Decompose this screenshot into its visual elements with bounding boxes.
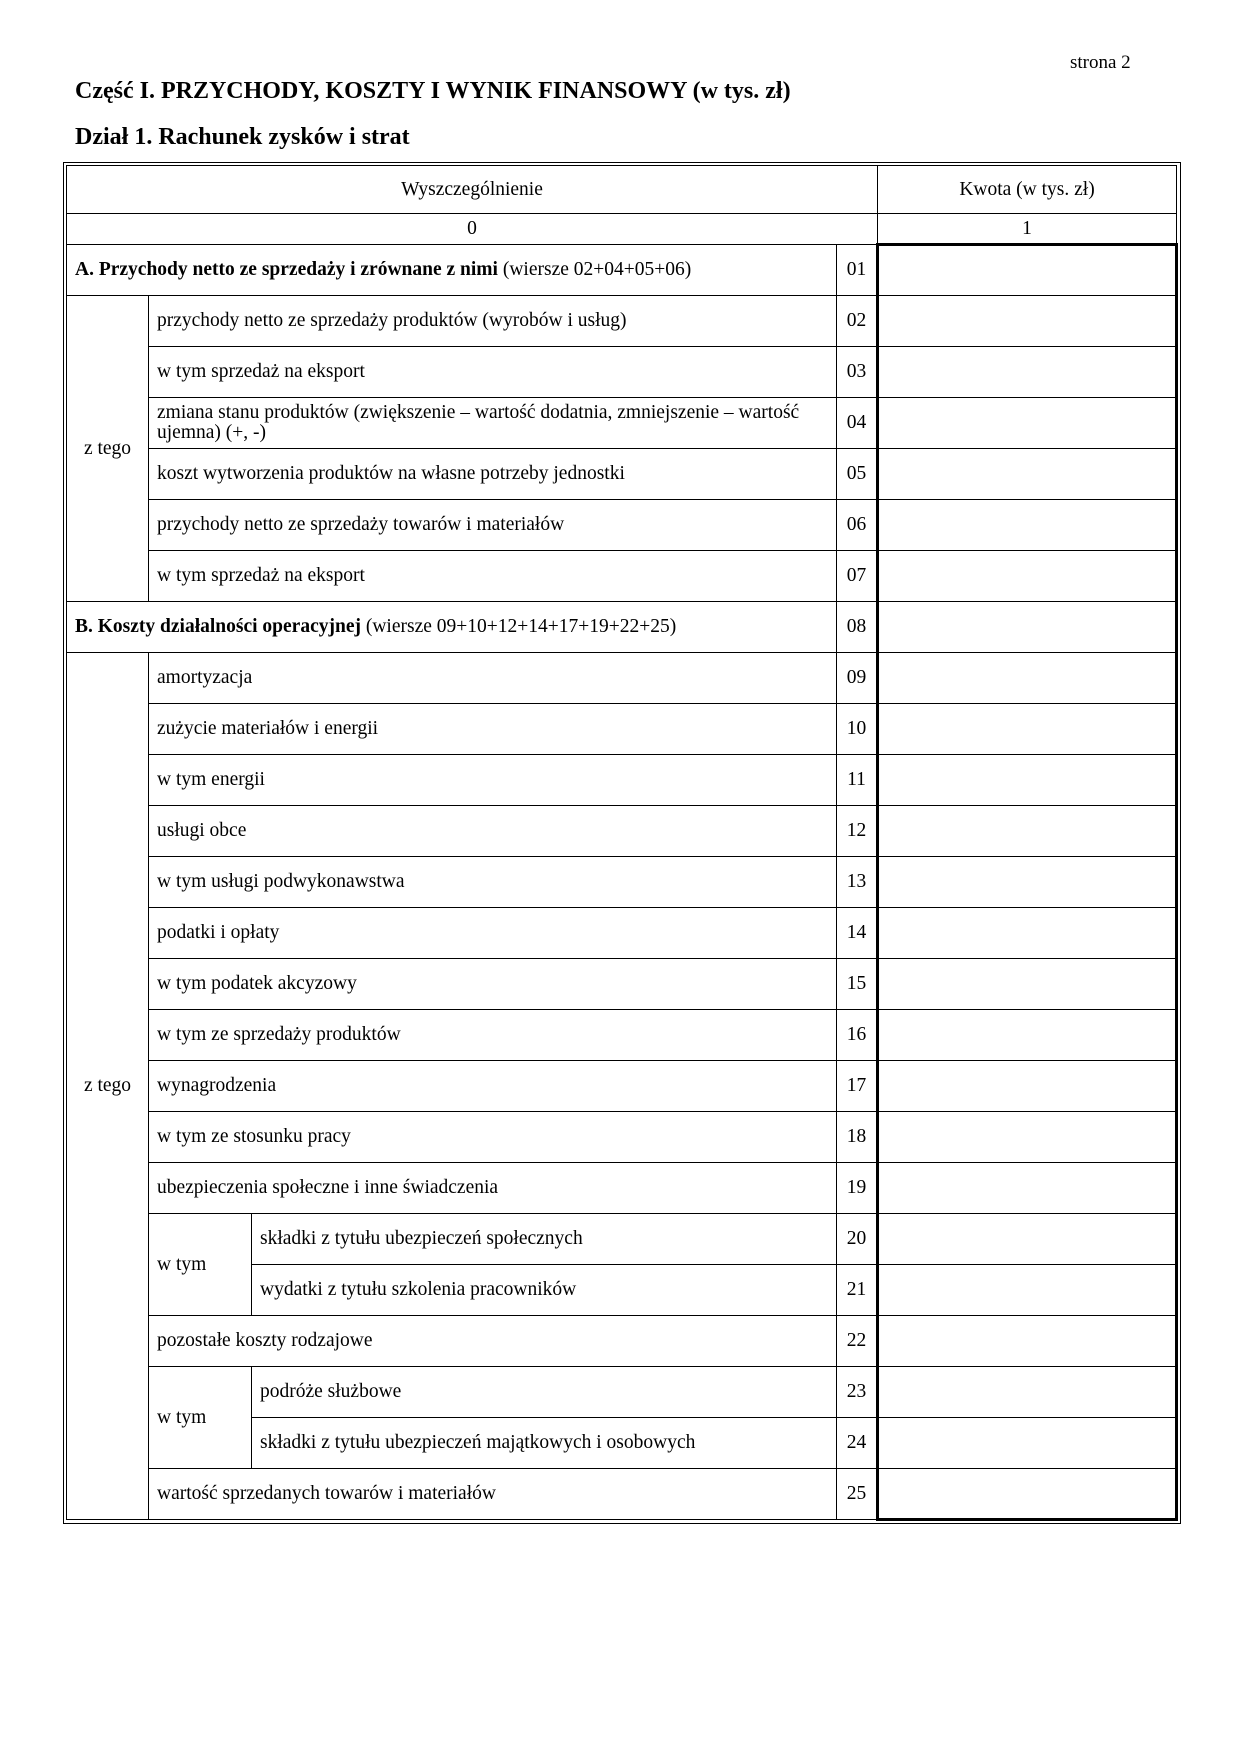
row-label: wartość sprzedanych towarów i materiałów: [149, 1469, 837, 1520]
row-label: przychody netto ze sprzedaży produktów (wyrobów i usług): [149, 296, 837, 347]
row-label: składki z tytułu ubezpieczeń społecznych: [252, 1214, 837, 1265]
row-label: w tym energii: [149, 755, 837, 806]
row-label: podróże służbowe: [252, 1367, 837, 1418]
header-description: Wyszczególnienie: [67, 166, 878, 214]
row-number: 25: [837, 1469, 878, 1520]
group-label-z-tego: z tego: [67, 296, 149, 602]
row-number: 21: [837, 1265, 878, 1316]
row-08-label: [67, 602, 837, 653]
row-label: pozostałe koszty rodzajowe: [149, 1316, 837, 1367]
table-row-18: [67, 1112, 1177, 1163]
row-number: 20: [837, 1214, 878, 1265]
amount-cell-08[interactable]: [878, 602, 1177, 653]
row-number: 24: [837, 1418, 878, 1469]
row-number: 14: [837, 908, 878, 959]
row-number: 19: [837, 1163, 878, 1214]
row-number: 22: [837, 1316, 878, 1367]
table-row-25: [67, 1469, 1177, 1520]
amount-cell-12[interactable]: [878, 806, 1177, 857]
income-statement-table: [66, 165, 1178, 1521]
header-amount: Kwota (w tys. zł): [878, 166, 1177, 214]
table-row-16: [67, 1010, 1177, 1061]
table-row-20: [67, 1214, 1177, 1265]
row-number: 12: [837, 806, 878, 857]
amount-cell-25[interactable]: [878, 1469, 1177, 1520]
row-label: podatki i opłaty: [149, 908, 837, 959]
row-label: koszt wytworzenia produktów na własne potrzeby jednostki: [149, 449, 837, 500]
table-row-07: [67, 551, 1177, 602]
row-label: składki z tytułu ubezpieczeń majątkowych i osobowych: [252, 1418, 837, 1469]
amount-cell-05[interactable]: [878, 449, 1177, 500]
amount-cell-09[interactable]: [878, 653, 1177, 704]
table-row-12: [67, 806, 1177, 857]
row-number: 15: [837, 959, 878, 1010]
amount-cell-17[interactable]: [878, 1061, 1177, 1112]
amount-cell-03[interactable]: [878, 347, 1177, 398]
amount-cell-14[interactable]: [878, 908, 1177, 959]
row-number: 11: [837, 755, 878, 806]
row-number: 05: [837, 449, 878, 500]
group-label-z-tego: z tego: [67, 653, 149, 1520]
amount-cell-10[interactable]: [878, 704, 1177, 755]
table-row-01: [67, 245, 1177, 296]
row-label: zmiana stanu produktów (zwiększenie – wartość dodatnia, zmniejszenie – wartość ujemna) (+, -): [149, 398, 837, 449]
table-row-03: [67, 347, 1177, 398]
amount-cell-24[interactable]: [878, 1418, 1177, 1469]
column-number-1: 1: [878, 214, 1177, 245]
group-label-w-tym: w tym: [149, 1214, 252, 1316]
row-number: 04: [837, 398, 878, 449]
row-number: 06: [837, 500, 878, 551]
row-label: w tym podatek akcyzowy: [149, 959, 837, 1010]
row-number: 17: [837, 1061, 878, 1112]
amount-cell-22[interactable]: [878, 1316, 1177, 1367]
table-row-11: [67, 755, 1177, 806]
row-08-formula: (wiersze 09+10+12+14+17+19+22+25): [360, 616, 677, 637]
row-number: 09: [837, 653, 878, 704]
row-01-bold-label: A. Przychody netto ze sprzedaży i zrównane z nimi: [75, 259, 498, 280]
row-label: w tym ze sprzedaży produktów: [149, 1010, 837, 1061]
table-row-09: [67, 653, 1177, 704]
row-label: amortyzacja: [149, 653, 837, 704]
amount-cell-01[interactable]: [878, 245, 1177, 296]
table-row-14: [67, 908, 1177, 959]
amount-cell-15[interactable]: [878, 959, 1177, 1010]
row-label: w tym sprzedaż na eksport: [149, 551, 837, 602]
row-01-formula: (wiersze 02+04+05+06): [497, 259, 692, 280]
table-row-08: [67, 602, 1177, 653]
row-label: w tym sprzedaż na eksport: [149, 347, 837, 398]
row-08-bold-label: B. Koszty działalności operacyjnej: [75, 616, 361, 637]
row-number: 07: [837, 551, 878, 602]
amount-cell-04[interactable]: [878, 398, 1177, 449]
table-row-15: [67, 959, 1177, 1010]
page-number: strona 2: [1070, 52, 1131, 73]
row-label: w tym ze stosunku pracy: [149, 1112, 837, 1163]
table-row-17: [67, 1061, 1177, 1112]
row-01-label: [67, 245, 837, 296]
row-number: 13: [837, 857, 878, 908]
row-label: ubezpieczenia społeczne i inne świadczenia: [149, 1163, 837, 1214]
table-row-13: [67, 857, 1177, 908]
row-number: 03: [837, 347, 878, 398]
amount-cell-07[interactable]: [878, 551, 1177, 602]
table-row-10: [67, 704, 1177, 755]
amount-cell-16[interactable]: [878, 1010, 1177, 1061]
amount-cell-02[interactable]: [878, 296, 1177, 347]
amount-cell-18[interactable]: [878, 1112, 1177, 1163]
amount-cell-21[interactable]: [878, 1265, 1177, 1316]
table-row-23: [67, 1367, 1177, 1418]
row-number: 18: [837, 1112, 878, 1163]
table-row-06: [67, 500, 1177, 551]
header-row: [67, 166, 1177, 214]
amount-cell-06[interactable]: [878, 500, 1177, 551]
table-row-22: [67, 1316, 1177, 1367]
table-row-02: [67, 296, 1177, 347]
row-number: 08: [837, 602, 878, 653]
part-title: Część I. PRZYCHODY, KOSZTY I WYNIK FINANSOWY (w tys. zł): [75, 78, 791, 104]
row-number: 01: [837, 245, 878, 296]
row-label: zużycie materiałów i energii: [149, 704, 837, 755]
row-number: 10: [837, 704, 878, 755]
row-number: 23: [837, 1367, 878, 1418]
column-number-0: 0: [67, 214, 878, 245]
row-label: usługi obce: [149, 806, 837, 857]
row-label: w tym usługi podwykonawstwa: [149, 857, 837, 908]
table-row-04: [67, 398, 1177, 449]
row-number: 02: [837, 296, 878, 347]
row-label: przychody netto ze sprzedaży towarów i materiałów: [149, 500, 837, 551]
section-title: Dział 1. Rachunek zysków i strat: [75, 124, 410, 150]
amount-cell-20[interactable]: [878, 1214, 1177, 1265]
row-label: wynagrodzenia: [149, 1061, 837, 1112]
amount-cell-19[interactable]: [878, 1163, 1177, 1214]
row-number: 16: [837, 1010, 878, 1061]
column-number-row: [67, 214, 1177, 245]
row-label: wydatki z tytułu szkolenia pracowników: [252, 1265, 837, 1316]
amount-cell-23[interactable]: [878, 1367, 1177, 1418]
amount-cell-11[interactable]: [878, 755, 1177, 806]
amount-cell-13[interactable]: [878, 857, 1177, 908]
table-row-05: [67, 449, 1177, 500]
table-row-19: [67, 1163, 1177, 1214]
group-label-w-tym: w tym: [149, 1367, 252, 1469]
